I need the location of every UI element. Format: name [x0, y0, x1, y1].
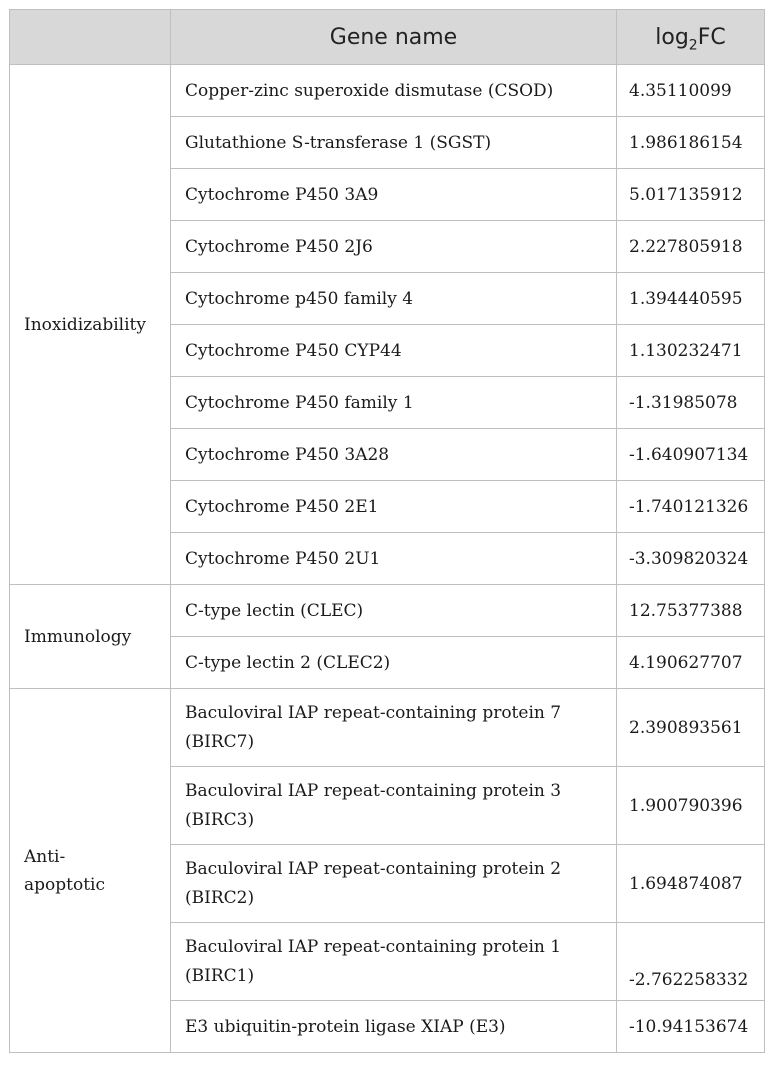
header-gene-name: Gene name [171, 10, 617, 65]
value-cell: -2.762258332 [617, 923, 765, 1001]
gene-cell: Copper-zinc superoxide dismutase (CSOD) [171, 65, 617, 117]
gene-line: Baculoviral IAP repeat-containing protein 7 [185, 702, 562, 723]
category-cell-immunology: Immunology [10, 585, 171, 689]
value-cell: 1.986186154 [617, 117, 765, 169]
gene-line: Baculoviral IAP repeat-containing protein 2 [185, 858, 562, 879]
gene-cell [171, 923, 617, 1001]
gene-cell: C-type lectin (CLEC) [171, 585, 617, 637]
gene-cell: Cytochrome P450 2J6 [171, 221, 617, 273]
gene-cell: Cytochrome P450 2U1 [171, 533, 617, 585]
category-cell-inoxidizability: Inoxidizability [10, 65, 171, 585]
header-row [10, 10, 765, 65]
gene-line: (BIRC7) [185, 731, 255, 752]
value-cell: 12.75377388 [617, 585, 765, 637]
gene-line: (BIRC1) [185, 965, 255, 986]
table-row [10, 65, 765, 117]
value-cell: 4.190627707 [617, 637, 765, 689]
category-cell-anti-apoptotic [10, 689, 171, 1053]
gene-line: Baculoviral IAP repeat-containing protein 3 [185, 780, 562, 801]
gene-cell: Cytochrome P450 CYP44 [171, 325, 617, 377]
gene-cell: Cytochrome p450 family 4 [171, 273, 617, 325]
gene-expression-table [9, 9, 765, 1053]
value-cell: -1.740121326 [617, 481, 765, 533]
value-cell: 1.130232471 [617, 325, 765, 377]
header-log2fc: $\log_2FC$ [617, 10, 765, 65]
gene-line: (BIRC3) [185, 809, 255, 830]
gene-cell: C-type lectin 2 (CLEC2) [171, 637, 617, 689]
gene-cell: Cytochrome P450 3A9 [171, 169, 617, 221]
value-cell: 2.227805918 [617, 221, 765, 273]
value-cell: 4.35110099 [617, 65, 765, 117]
value-cell: -1.31985078 [617, 377, 765, 429]
gene-cell: Cytochrome P450 2E1 [171, 481, 617, 533]
value-cell: 1.694874087 [617, 845, 765, 923]
table-row [10, 585, 765, 637]
value-cell: 2.390893561 [617, 689, 765, 767]
category-line: Anti- [24, 846, 66, 867]
category-line: apoptotic [24, 874, 105, 895]
gene-cell [171, 845, 617, 923]
gene-cell: Cytochrome P450 3A28 [171, 429, 617, 481]
gene-cell: E3 ubiquitin-protein ligase XIAP (E3) [171, 1001, 617, 1053]
value-cell: -1.640907134 [617, 429, 765, 481]
gene-cell [171, 689, 617, 767]
table-row [10, 689, 765, 767]
gene-line: Baculoviral IAP repeat-containing protein 1 [185, 936, 562, 957]
value-cell: 1.394440595 [617, 273, 765, 325]
gene-cell [171, 767, 617, 845]
value-cell: -3.309820324 [617, 533, 765, 585]
header-category [10, 10, 171, 65]
value-cell: -10.94153674 [617, 1001, 765, 1053]
gene-cell: Cytochrome P450 family 1 [171, 377, 617, 429]
value-cell: 5.017135912 [617, 169, 765, 221]
value-cell: 1.900790396 [617, 767, 765, 845]
gene-cell: Glutathione S-transferase 1 (SGST) [171, 117, 617, 169]
gene-line: (BIRC2) [185, 887, 255, 908]
table-container [9, 9, 765, 1053]
